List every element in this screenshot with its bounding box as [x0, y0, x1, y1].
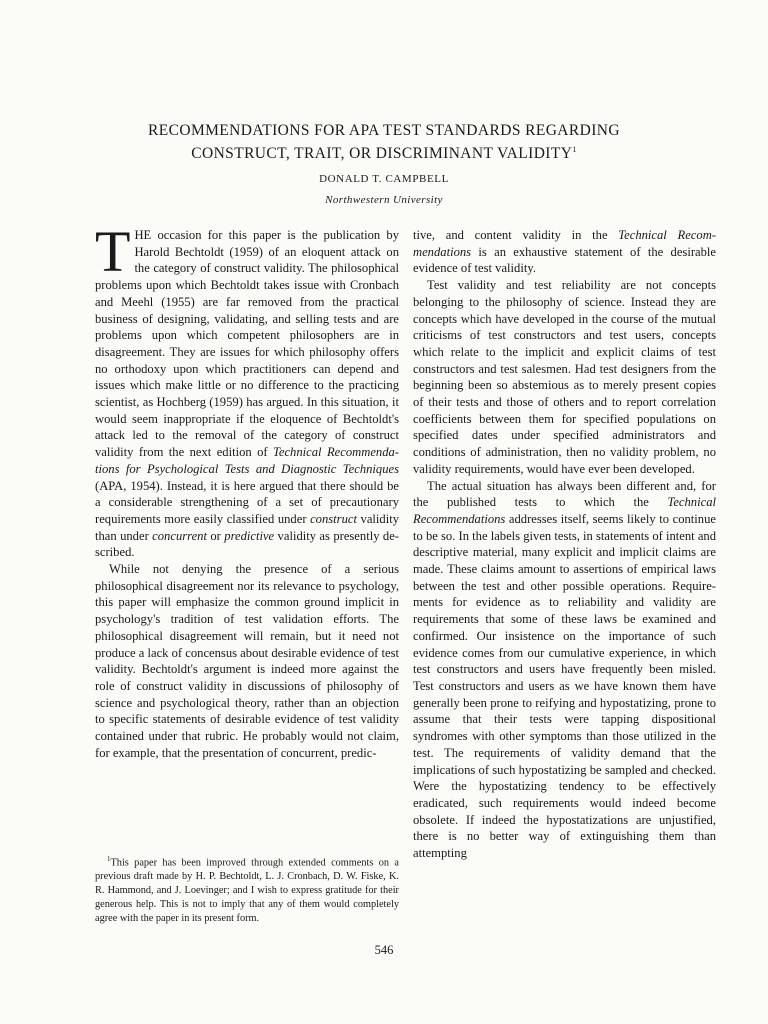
right-paragraph-3	[413, 478, 716, 862]
italic-run: Technical Recommendations	[413, 228, 716, 259]
left-paragraph-1	[95, 219, 399, 561]
footnote	[95, 852, 399, 926]
text-run: The actual situation has always been different and, for the published tests to which the	[413, 478, 716, 510]
footnote-paragraph	[95, 852, 399, 926]
footnote-mark: 1	[107, 855, 111, 863]
italic-run: construct	[310, 511, 357, 526]
italic-run: predictive	[224, 528, 275, 543]
left-paragraph-2: While not denying the presence of a serious philosophical disagreement nor its relevance to psychology, this paper will emphasize the common ground implicit in psychology's tradition of test validation efforts. The philosophical disagreement will remain, but it need not produce a lack of concensus about desirable evidence of test validity. Bechtoldt's argument is indeed more against the role of construct validity in discussions of philosophy of science and psychological theory, rather than an objection to specific statements of desirable evidence of test validity contained under that rubric. He probably would not claim, for example, that the presentation of concurrent, predic-	[95, 562, 399, 760]
text-run: (APA, 1954). Instead, it is here argued that there should be a considerable strengthening of a set of precautionary requirements more easily classified under	[95, 478, 399, 526]
italic-run: Technical Recommendations	[413, 495, 716, 526]
text-run: addresses itself, seems likely to continue to be so. In the labels given tests, in statements of intent and descriptive material, many explicit and implicit claims are made. These claims amount to assertions of empirical laws between the test and other possible operations. Requirements for evidence as to reliability and validity are requirements that some of these laws be examined and confirmed. Our insistence on the importance of such evidence comes from our cumulative experience, in which test constructors and users have frequently been misled. Test constructors and users as we have known them have generally been prone to reifying and hypostatizing, prone to assume that their tests were tapping dispositional syndromes with other symptoms than those utilized in the test. The requirements of validity demand that the implications of such hypostatizing be sampled and checked. Were the hypostatizing tendency to be effectively eradicated, such requirements would indeed become obsolete. If indeed the hypostatizations are unjustified, there is no better way of extinguishing them than attempting	[413, 511, 716, 861]
left-column	[95, 219, 399, 762]
text-run: or	[206, 528, 225, 543]
italic-run: concurrent	[152, 528, 207, 543]
text-run: tive, and content validity in the	[413, 228, 619, 242]
author-affiliation: Northwestern University	[325, 194, 443, 206]
text-run: validity than under	[95, 511, 399, 543]
footnote-text: This paper has been improved through extended comments on a previous draft made by H. P. Bechtoldt, L. J. Cronbach, D. W. Fiske, K. R. Hammond, and J. Loevinger; and I wish to express gratitude for their generous help. This is not to imply that any of them would completely agree with the paper in its present form.	[95, 857, 399, 925]
paper-title	[0, 121, 768, 163]
title-line-2-text: CONSTRUCT, TRAIT, OR DISCRIMINANT VALIDITY	[191, 145, 573, 163]
title-footnote-mark: 1	[572, 145, 577, 154]
drop-cap: T	[95, 219, 131, 284]
right-paragraph-1	[413, 227, 716, 277]
right-paragraph-2: Test validity and test reliability are not concepts belonging to the philosophy of science. Instead they are concepts which have developed in the course of the mutual criticisms of test constructors and test users, concepts which relate to the implicit and explicit claims of test constructors and test salesmen. Had test designers from the beginning been so abstemious as to merely present copies of their tests and those of others and to report correlation coefficients between them for specified populations on specified dates under specified administrators and conditions of administration, then no validity problem, no validity requirements, would have ever been developed.	[413, 278, 716, 476]
text-run: HE occasion for this paper is the publication by Harold Bechtoldt (1959) of an eloquent attack on the category of construct validity. The philosophical problems upon which Bechtoldt takes issue with Cronbach and Meehl (1955) are far removed from the practical business of designing, validating, and selling tests and are problems upon which competent philosophers are in disagreement. They are issues for which philosophy offers no orthodoxy upon which practitioners can depend and issues which make little or no difference to the practicing scientist, as Hochberg (1959) has argued. In this situation, it would seem inappropriate if the eloquence of Bechtoldt's attack led to the removal of the category of construct validity from the next edition of	[95, 228, 399, 460]
text-run: validity as presently described.	[95, 528, 399, 560]
title-line-1: RECOMMENDATIONS FOR APA TEST STANDARDS REGARDING	[148, 122, 620, 139]
italic-run: Technical Recommendations for Psychological Tests and Diagnostic Techniques	[95, 445, 399, 476]
author-name: DONALD T. CAMPBELL	[319, 173, 449, 185]
page-number: 546	[374, 943, 394, 957]
right-column	[413, 227, 716, 862]
text-run: is an exhaustive statement of the desirable evidence of test validity.	[413, 244, 716, 276]
title-line-2	[0, 140, 768, 163]
